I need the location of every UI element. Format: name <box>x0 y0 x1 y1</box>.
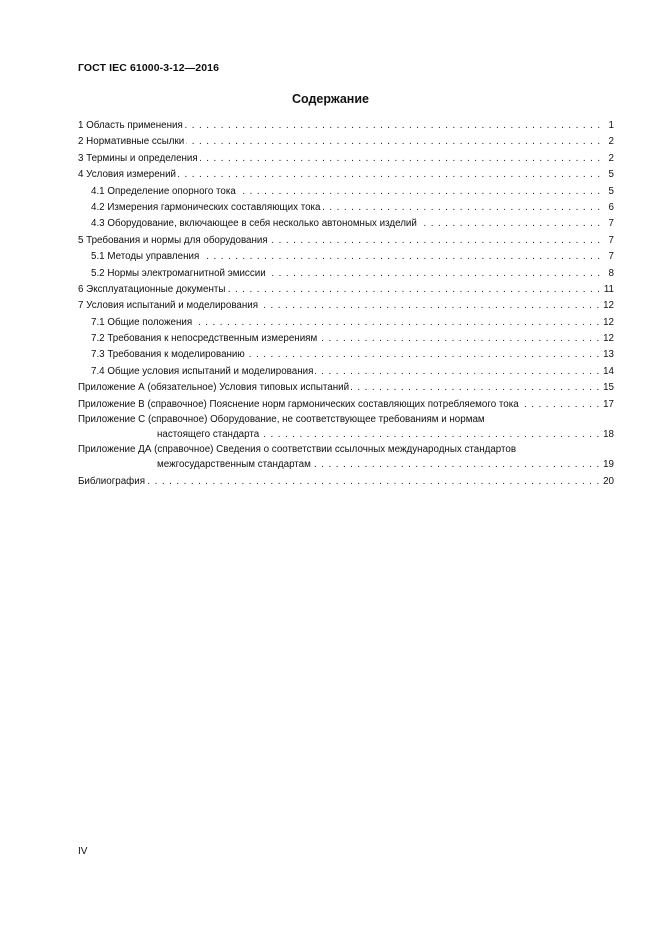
toc-entry-text: 7.2 Требования к непосредственным измерениям <box>91 333 318 345</box>
toc-entry-text: 4 Условия измерений <box>78 169 177 181</box>
toc-entry-page: 15 <box>603 382 614 394</box>
toc-leader <box>268 266 601 282</box>
toc-entry-text: Библиография <box>78 475 146 487</box>
toc-entry-text: 7.3 Требования к моделированию <box>91 349 245 361</box>
toc-entry-text: 4.3 Оборудование, включающее в себя несколько автономных изделий <box>91 218 417 230</box>
toc-leader <box>227 282 600 298</box>
toc-entry-7-4[interactable] <box>78 364 614 380</box>
toc-entry-5[interactable] <box>78 233 614 249</box>
toc-entry-text: 3 Термины и определения <box>78 152 198 164</box>
toc-leader <box>261 427 600 443</box>
toc-entry-text: 7.1 Общие положения <box>91 316 193 328</box>
toc-entry-text: Приложение С (справочное) Оборудование, не соответствующее требованиям и нормам <box>78 414 485 426</box>
toc-leader <box>315 364 600 380</box>
toc-entry-page: 2 <box>608 152 614 164</box>
toc-entry-7-1[interactable] <box>78 315 614 331</box>
toc-entry-7[interactable] <box>78 298 614 314</box>
toc-leader <box>186 134 601 150</box>
toc-entry-3[interactable] <box>78 151 614 167</box>
toc-entry-appendix-c[interactable] <box>78 413 614 443</box>
toc-title: Содержание <box>291 92 369 106</box>
toc-entry-text: 7.4 Общие условия испытаний и моделирования <box>91 365 314 377</box>
toc-entry-page: 6 <box>608 201 614 213</box>
toc-leader <box>260 298 600 314</box>
toc-entry-page: 11 <box>603 283 614 295</box>
toc-entry-text: 7 Условия испытаний и моделирования <box>78 300 259 312</box>
toc-entry-bibliography[interactable] <box>78 474 614 490</box>
toc-entry-text: 1 Область применения <box>78 119 183 131</box>
toc-entry-text: 6 Эксплуатационные документы <box>78 283 226 295</box>
toc-entry-page: 1 <box>608 119 614 131</box>
toc-entry-page: 18 <box>603 429 614 441</box>
toc-entry-page: 19 <box>603 459 614 471</box>
toc-leader <box>194 315 600 331</box>
toc-entry-7-2[interactable] <box>78 331 614 347</box>
table-of-contents <box>78 118 614 490</box>
toc-leader <box>313 457 600 473</box>
toc-entry-page: 7 <box>608 251 614 263</box>
toc-entry-7-3[interactable] <box>78 347 614 363</box>
toc-entry-text-continued: настоящего стандарта <box>157 429 260 441</box>
toc-entry-text: Приложение ДА (справочное) Сведения о соответствии ссылочных международных стандартов <box>78 444 517 456</box>
toc-leader <box>200 151 601 167</box>
toc-entry-page: 13 <box>603 349 614 361</box>
toc-leader <box>521 397 600 413</box>
toc-entry-6[interactable] <box>78 282 614 298</box>
toc-leader <box>185 118 601 134</box>
toc-entry-4-2[interactable] <box>78 200 614 216</box>
toc-entry-text-continued: межгосударственным стандартам <box>157 459 311 471</box>
toc-entry-text: Приложение В (справочное) Пояснение норм гармонических составляющих потребляемого тока <box>78 398 519 410</box>
toc-leader <box>238 184 601 200</box>
toc-entry-text: 5.2 Нормы электромагнитной эмиссии <box>91 267 266 279</box>
toc-entry-4-1[interactable] <box>78 184 614 200</box>
document-header: ГОСТ IEC 61000-3-12—2016 <box>78 62 220 74</box>
toc-entry-text: 5 Требования и нормы для оборудования <box>78 234 268 246</box>
toc-entry-appendix-a[interactable] <box>78 380 614 396</box>
toc-entry-5-2[interactable] <box>78 266 614 282</box>
toc-entry-text: 4.2 Измерения гармонических составляющих тока <box>91 201 321 213</box>
toc-entry-page: 8 <box>608 267 614 279</box>
toc-leader <box>178 167 601 183</box>
toc-entry-page: 5 <box>608 169 614 181</box>
toc-entry-page: 17 <box>603 398 614 410</box>
toc-entry-page: 12 <box>603 316 614 328</box>
toc-leader <box>147 474 600 490</box>
toc-entry-1[interactable] <box>78 118 614 134</box>
toc-entry-page: 2 <box>608 136 614 148</box>
toc-entry-4-3[interactable] <box>78 216 614 232</box>
toc-entry-page: 7 <box>608 234 614 246</box>
toc-entry-text: 2 Нормативные ссылки <box>78 136 185 148</box>
toc-entry-page: 12 <box>603 300 614 312</box>
toc-leader <box>201 249 601 265</box>
toc-leader <box>247 347 600 363</box>
toc-entry-2[interactable] <box>78 134 614 150</box>
toc-entry-appendix-b[interactable] <box>78 397 614 413</box>
toc-entry-page: 5 <box>608 185 614 197</box>
toc-leader <box>319 331 600 347</box>
toc-leader <box>351 380 600 396</box>
toc-entry-text: 5.1 Методы управления <box>91 251 200 263</box>
toc-entry-4[interactable] <box>78 167 614 183</box>
toc-entry-appendix-da[interactable] <box>78 443 614 473</box>
page-number: IV <box>78 846 88 857</box>
toc-leader <box>419 216 601 232</box>
toc-entry-5-1[interactable] <box>78 249 614 265</box>
toc-entry-page: 20 <box>603 475 614 487</box>
toc-entry-page: 12 <box>603 333 614 345</box>
toc-leader <box>270 233 601 249</box>
toc-entry-page: 7 <box>608 218 614 230</box>
toc-leader <box>322 200 601 216</box>
toc-entry-page: 14 <box>603 365 614 377</box>
toc-entry-text: Приложение А (обязательное) Условия типовых испытаний <box>78 382 350 394</box>
toc-entry-text: 4.1 Определение опорного тока <box>91 185 236 197</box>
